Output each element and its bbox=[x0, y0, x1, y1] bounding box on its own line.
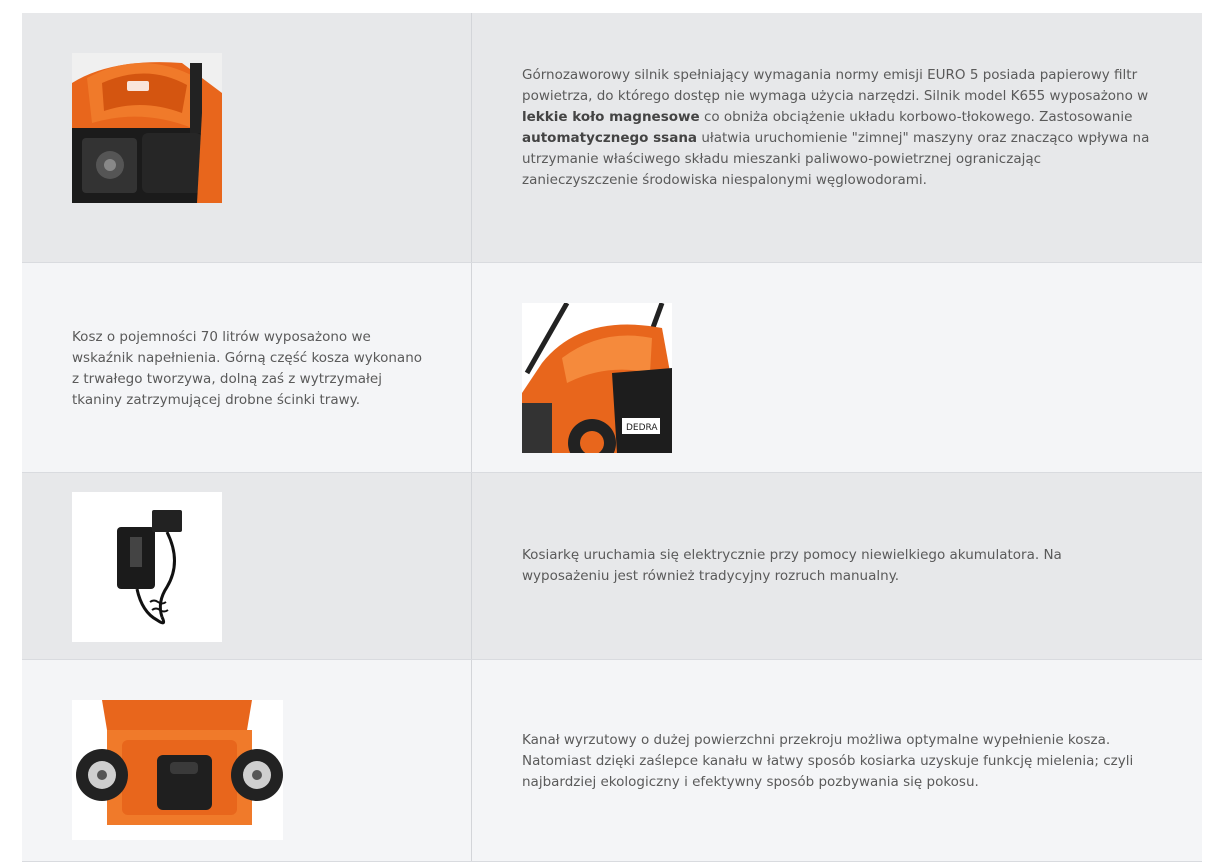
brand-logo-text: DEDRA bbox=[626, 423, 658, 433]
engine-description bbox=[522, 65, 1152, 191]
feature-image-cell bbox=[22, 473, 472, 659]
feature-image-cell bbox=[22, 13, 472, 262]
text-segment: ułatwia uruchomienie "zimnej" maszyny oraz znacząco wpływa na utrzymanie właściwego składu mieszanki paliwowo-powietrznej ograniczając zanieczyszczenie środowiska niespalonymi węglowodorami. bbox=[522, 130, 1150, 188]
battery-charger-image bbox=[72, 492, 222, 642]
feature-row-grass-bag bbox=[22, 263, 1202, 473]
highlighted-term: lekkie koło magnesowe bbox=[522, 109, 700, 125]
feature-table bbox=[22, 13, 1202, 862]
feature-image-cell bbox=[472, 263, 1202, 472]
text-segment: Górnozaworowy silnik spełniający wymagania normy emisji EURO 5 posiada papierowy filtr powietrza, do którego dostęp nie wymaga użycia narzędzi. Silnik model K655 wyposażono w bbox=[522, 67, 1149, 104]
feature-row-discharge bbox=[22, 660, 1202, 862]
feature-text-cell bbox=[22, 263, 472, 472]
feature-text-cell bbox=[472, 473, 1202, 659]
text-segment: co obniża obciążenie układu korbowo-tłokowego. Zastosowanie bbox=[699, 109, 1133, 125]
feature-row-engine bbox=[22, 13, 1202, 263]
starter-description: Kosiarkę uruchamia się elektrycznie przy pomocy niewielkiego akumulatora. Na wyposażeniu jest również tradycyjny rozruch manualny. bbox=[522, 547, 1062, 584]
highlighted-term: automatycznego ssana bbox=[522, 130, 698, 146]
grass-bag-description: Kosz o pojemności 70 litrów wyposażono we wskaźnik napełnienia. Górną część kosza wykonano z trwałego tworzywa, dolną zaś z wytrzymałej tkaniny zatrzymującej drobne ścinki trawy. bbox=[72, 329, 423, 408]
feature-text-cell bbox=[472, 13, 1202, 262]
feature-text-cell bbox=[472, 660, 1202, 861]
engine-image bbox=[72, 53, 222, 203]
discharge-description: Kanał wyrzutowy o dużej powierzchni przekroju możliwa optymalne wypełnienie kosza. Natomiast dzięki zaślepce kanału w łatwy sposób kosiarka uzyskuje funkcję mielenia; czyli najbardziej ekologiczny i efektywny sposób pozbywania się pokosu. bbox=[522, 732, 1134, 790]
feature-image-cell bbox=[22, 660, 472, 861]
grass-bag-image bbox=[522, 303, 672, 453]
feature-row-starter bbox=[22, 473, 1202, 660]
discharge-channel-image bbox=[72, 700, 283, 840]
